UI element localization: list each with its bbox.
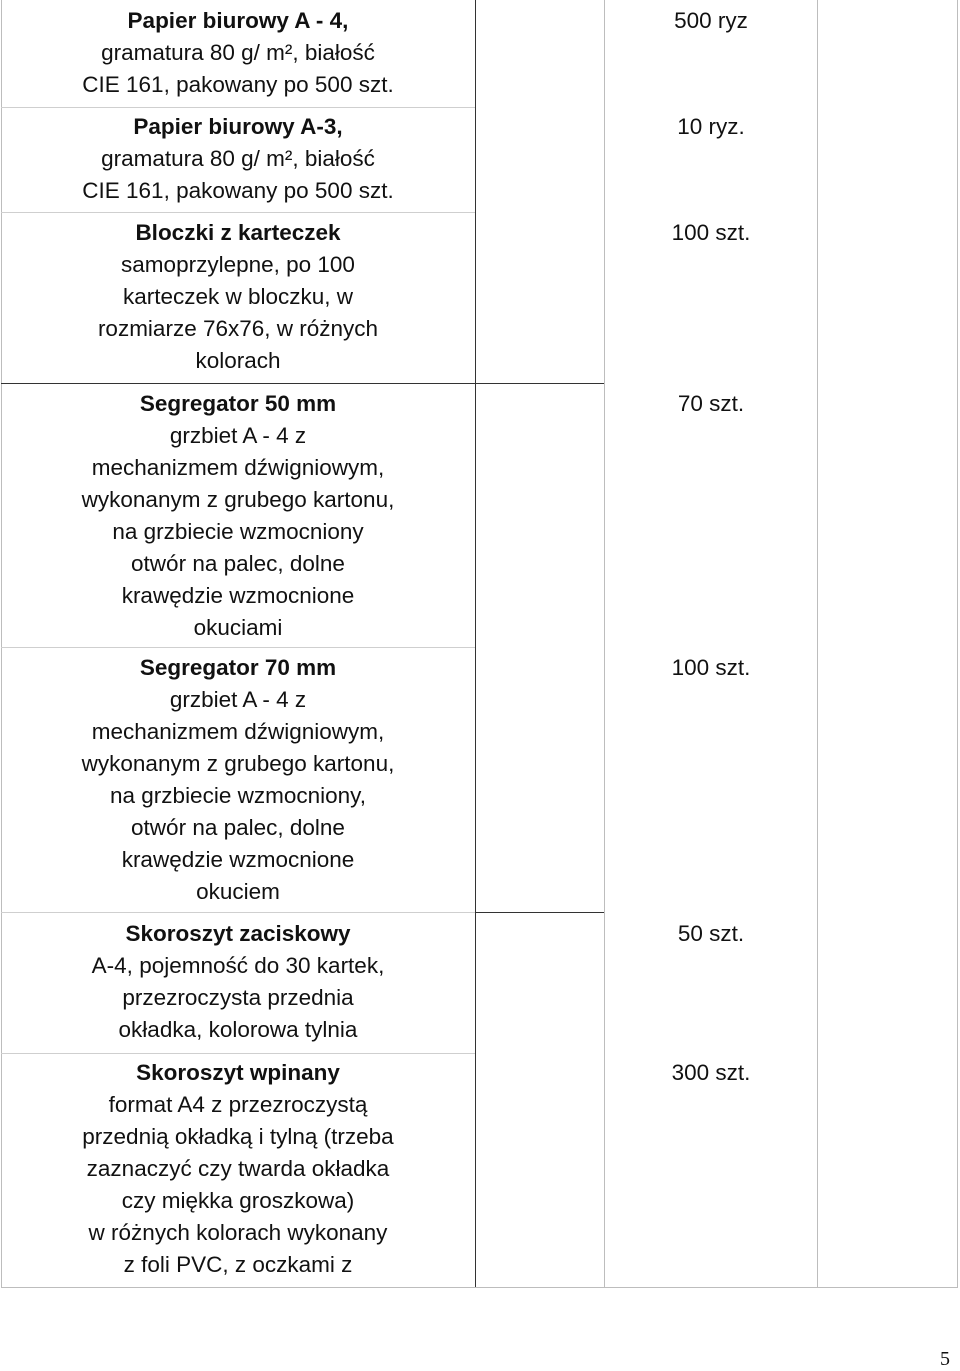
row-divider — [1, 912, 475, 913]
item-quantity: 50 szt. — [677, 921, 745, 946]
item-quantity: 70 szt. — [677, 391, 745, 416]
item-detail: CIE 161, pakowany po 500 szt. — [82, 72, 394, 97]
item-title: Papier biurowy A - 4, — [127, 8, 349, 33]
item-quantity: 100 szt. — [671, 655, 751, 680]
item-detail: CIE 161, pakowany po 500 szt. — [82, 178, 394, 203]
column-divider — [604, 0, 605, 1287]
item-detail: gramatura 80 g/ m², białość — [101, 40, 375, 65]
item-detail: wykonanym z grubego kartonu, — [81, 487, 395, 512]
item-detail: czy miękka groszkowa) — [121, 1188, 355, 1213]
item-detail: mechanizmem dźwigniowym, — [91, 455, 385, 480]
item-description — [3, 388, 473, 644]
item-quantity: 10 ryz. — [677, 114, 745, 139]
item-description — [3, 5, 473, 101]
item-detail: zaznaczyć czy twarda okładka — [86, 1156, 390, 1181]
item-detail: okuciem — [196, 879, 280, 904]
row-divider — [1, 107, 475, 108]
item-description — [3, 1057, 473, 1281]
column-divider — [817, 0, 818, 1287]
item-title: Segregator 50 mm — [139, 391, 337, 416]
item-detail: na grzbiecie wzmocniony, — [110, 783, 366, 808]
item-detail: na grzbiecie wzmocniony — [112, 519, 364, 544]
page-number: 5 — [940, 1348, 950, 1370]
item-detail: gramatura 80 g/ m², białość — [101, 146, 375, 171]
item-detail: z foli PVC, z oczkami z — [123, 1252, 353, 1277]
item-detail: rozmiarze 76x76, w różnych — [97, 316, 379, 341]
item-detail: okładka, kolorowa tylnia — [118, 1017, 358, 1042]
item-detail: krawędzie wzmocnione — [121, 847, 355, 872]
item-detail: grzbiet A - 4 z — [169, 423, 307, 448]
item-quantity: 100 szt. — [671, 220, 751, 245]
item-detail: w różnych kolorach wykonany — [88, 1220, 388, 1245]
row-divider — [1, 212, 475, 213]
item-detail: mechanizmem dźwigniowym, — [91, 719, 385, 744]
item-detail: otwór na palec, dolne — [131, 551, 345, 576]
item-title: Bloczki z karteczek — [135, 220, 341, 245]
item-detail: karteczek w bloczku, w — [122, 284, 354, 309]
item-title: Skoroszyt wpinany — [136, 1060, 340, 1085]
column-divider — [1, 0, 2, 1287]
item-detail: format A4 z przezroczystą — [108, 1092, 368, 1117]
row-divider — [1, 1053, 475, 1054]
row-divider — [1, 383, 604, 384]
row-divider — [475, 912, 604, 913]
item-detail: krawędzie wzmocnione — [121, 583, 355, 608]
item-detail: kolorach — [195, 348, 281, 373]
item-title: Skoroszyt zaciskowy — [125, 921, 351, 946]
item-detail: wykonanym z grubego kartonu, — [81, 751, 395, 776]
item-detail: przezroczysta przednia — [122, 985, 354, 1010]
column-divider — [957, 0, 958, 1287]
item-description — [3, 111, 473, 207]
item-title: Papier biurowy A-3, — [133, 114, 343, 139]
item-description — [3, 217, 473, 377]
order-table — [1, 0, 958, 1288]
item-quantity: 500 ryz — [674, 8, 748, 33]
item-quantity: 300 szt. — [671, 1060, 751, 1085]
item-detail: okuciami — [193, 615, 283, 640]
column-divider — [475, 0, 476, 1287]
item-detail: samoprzylepne, po 100 — [121, 252, 355, 277]
item-title: Segregator 70 mm — [139, 655, 337, 680]
item-description — [3, 918, 473, 1046]
row-divider — [1, 647, 475, 648]
item-detail: przednią okładką i tylną (trzeba — [82, 1124, 394, 1149]
item-detail: grzbiet A - 4 z — [169, 687, 307, 712]
item-detail: A-4, pojemność do 30 kartek, — [91, 953, 385, 978]
item-detail: otwór na palec, dolne — [131, 815, 345, 840]
item-description — [3, 652, 473, 908]
